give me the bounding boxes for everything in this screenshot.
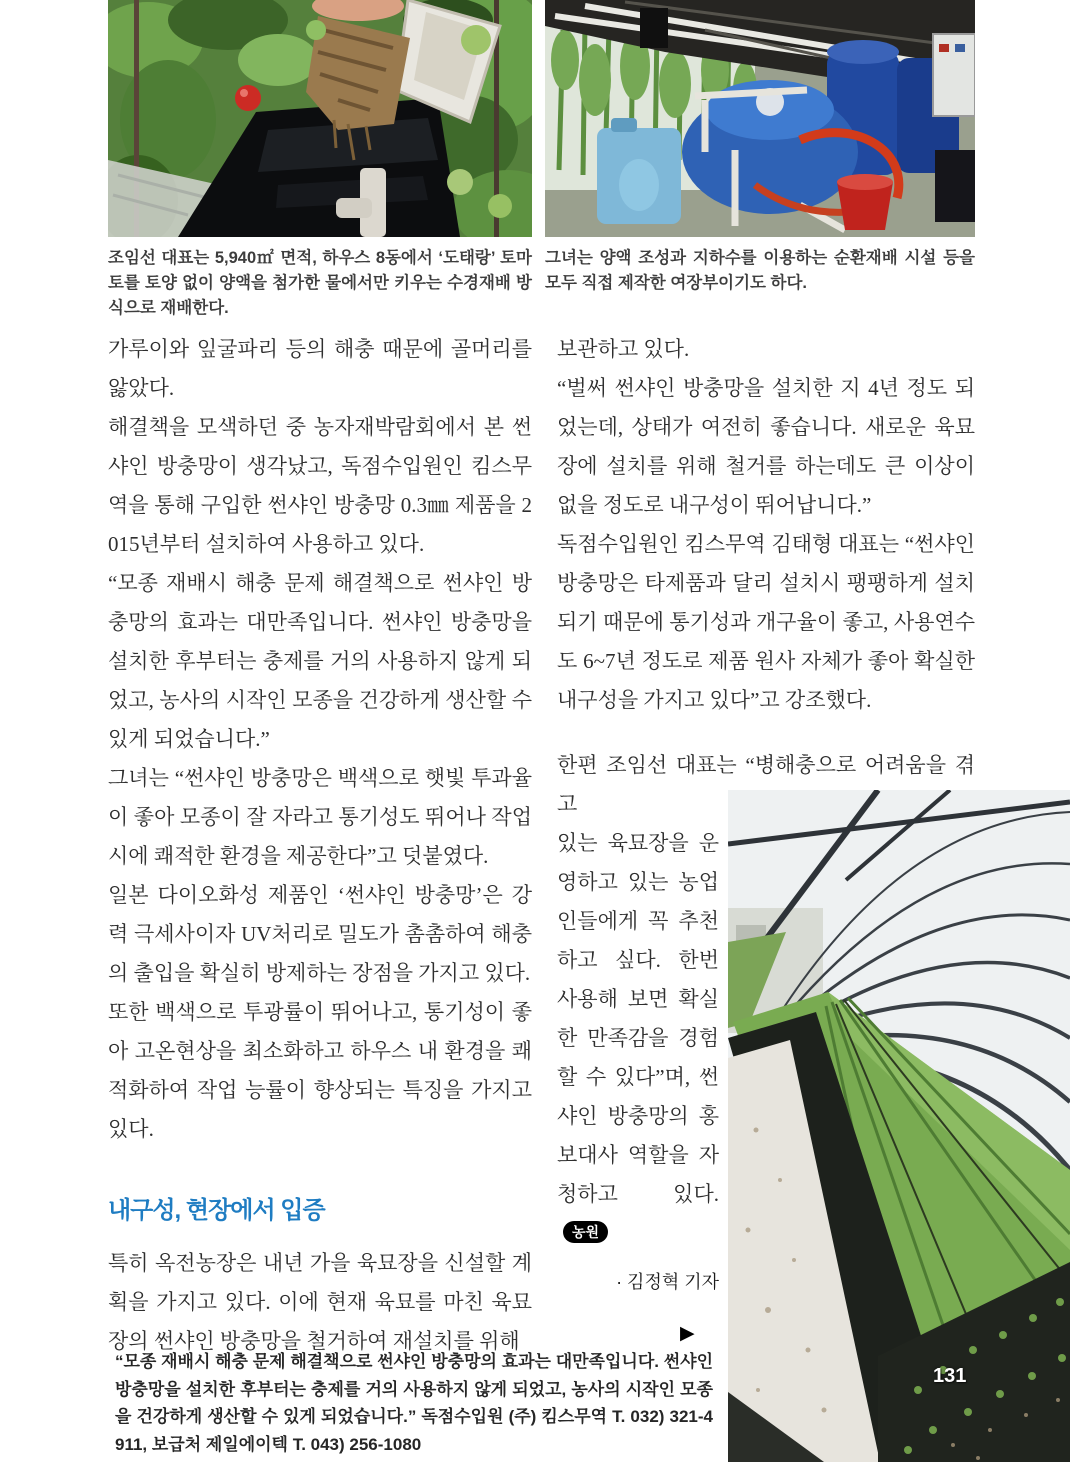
bottom-caption: “모종 재배시 해충 문제 해결책으로 썬샤인 방충망의 효과는 대만족입니다. 썬샤인 방충망을 설치한 후부터는 충제를 거의 사용하지 않게 되었고, 농사의 시작인 모종을 건강하게 생산할 수 있게 되었습니다.” 독점수입원 (주) 킴스무역 T. 032) 321-4911, 보급처 제일에이텍 T. 043) 256-1080 bbox=[115, 1352, 713, 1454]
paragraph: 그녀는 “썬샤인 방충망은 백색으로 햇빛 투과율이 좋아 모종이 잘 자라고 통기성도 뛰어나 작업시에 쾌적한 환경을 제공한다”고 덧붙였다. bbox=[108, 766, 532, 868]
paragraph: 한편 조임선 대표는 “병해충으로 어려움을 겪고 bbox=[557, 753, 975, 816]
paragraph: 일본 다이오화성 제품인 ‘썬샤인 방충망’은 강력 극세사이자 UV처리로 밀도가 촘촘하여 해충의 출입을 확실히 방제하는 장점을 가지고 있다. bbox=[108, 883, 532, 985]
paragraph: “모종 재배시 해충 문제 해결책으로 썬샤인 방충망의 효과는 대만족입니다. 썬샤인 방충망을 설치한 후부터는 충제를 거의 사용하지 않게 되었고, 농사의 시작인 모종을 건강하게 생산할 수 있게 되었습니다.” bbox=[108, 571, 532, 751]
page-number: 131 bbox=[933, 1365, 967, 1387]
caption-right-photo: 그녀는 양액 조성과 지하수를 이용하는 순환재배 시설 등을 모두 직접 제작한 여장부이기도 하다. bbox=[545, 249, 975, 292]
paragraph: 가루이와 잎굴파리 등의 해충 때문에 골머리를 앓았다. bbox=[108, 337, 532, 400]
paragraph: 독점수입원인 킴스무역 김태형 대표는 “썬샤인 방충망은 타제품과 달리 설치시 팽팽하게 설치되기 때문에 통기성과 개구율이 좋고, 사용연수도 6~7년 정도로 제품 원사 자체가 좋아 확실한 내구성을 가지고 있다”고 강조했다. bbox=[557, 532, 975, 712]
paragraph: 해결책을 모색하던 중 농자재박람회에서 본 썬샤인 방충망이 생각났고, 독점수입원인 킴스무역을 통해 구입한 썬샤인 방충망 0.3㎜ 제품을 2015년부터 설치하여 사용하고 있다. bbox=[108, 415, 532, 556]
reporter-byline: · 김정혁 기자 bbox=[616, 1272, 719, 1292]
paragraph: 또한 백색으로 투광률이 뛰어나고, 통기성이 좋아 고온현상을 최소화하고 하우스 내 환경을 쾌적화하여 작업 능률이 향상되는 특징을 가지고 있다. bbox=[108, 1000, 532, 1141]
photo-pointer-icon: ▶ bbox=[680, 1322, 695, 1344]
paragraph-text: 있는 육묘장을 운영하고 있는 농업인들에게 꼭 추천하고 싶다. 한번 사용해 보면 확실한 만족감을 경험할 수 있다”며, 썬샤인 방충망의 홍보대사 역할을 자청하고 있다. bbox=[557, 831, 719, 1206]
caption-left-photo: 조임선 대표는 5,940㎡ 면적, 하우스 8동에서 ‘도태랑’ 토마토를 토양 없이 양액을 첨가한 물에서만 키우는 수경재배 방식으로 재배한다. bbox=[108, 249, 532, 317]
paragraph: 보관하고 있다. bbox=[557, 337, 690, 361]
photo-nutrient-tanks bbox=[545, 0, 975, 237]
photo-seedling-greenhouse bbox=[728, 790, 1070, 1462]
photo-hydroponic-trough bbox=[108, 0, 532, 237]
section-subheading: 내구성, 현장에서 입증 bbox=[108, 1197, 325, 1224]
paragraph: “벌써 썬샤인 방충망을 설치한 지 4년 정도 되었는데, 상태가 여전히 좋습니다. 새로운 육묘장에 설치를 위해 철거를 하는데도 큰 이상이 없을 정도로 내구성이 뛰어납니다.” bbox=[557, 376, 975, 517]
nongwon-badge: 농원 bbox=[563, 1221, 608, 1243]
paragraph: 특히 옥전농장은 내년 가을 육묘장을 신설할 계획을 가지고 있다. 이에 현재 육묘를 마친 육묘장의 썬샤인 방충망을 철거하여 재설치를 위해 bbox=[108, 1251, 532, 1353]
article-left-column bbox=[108, 330, 532, 1356]
